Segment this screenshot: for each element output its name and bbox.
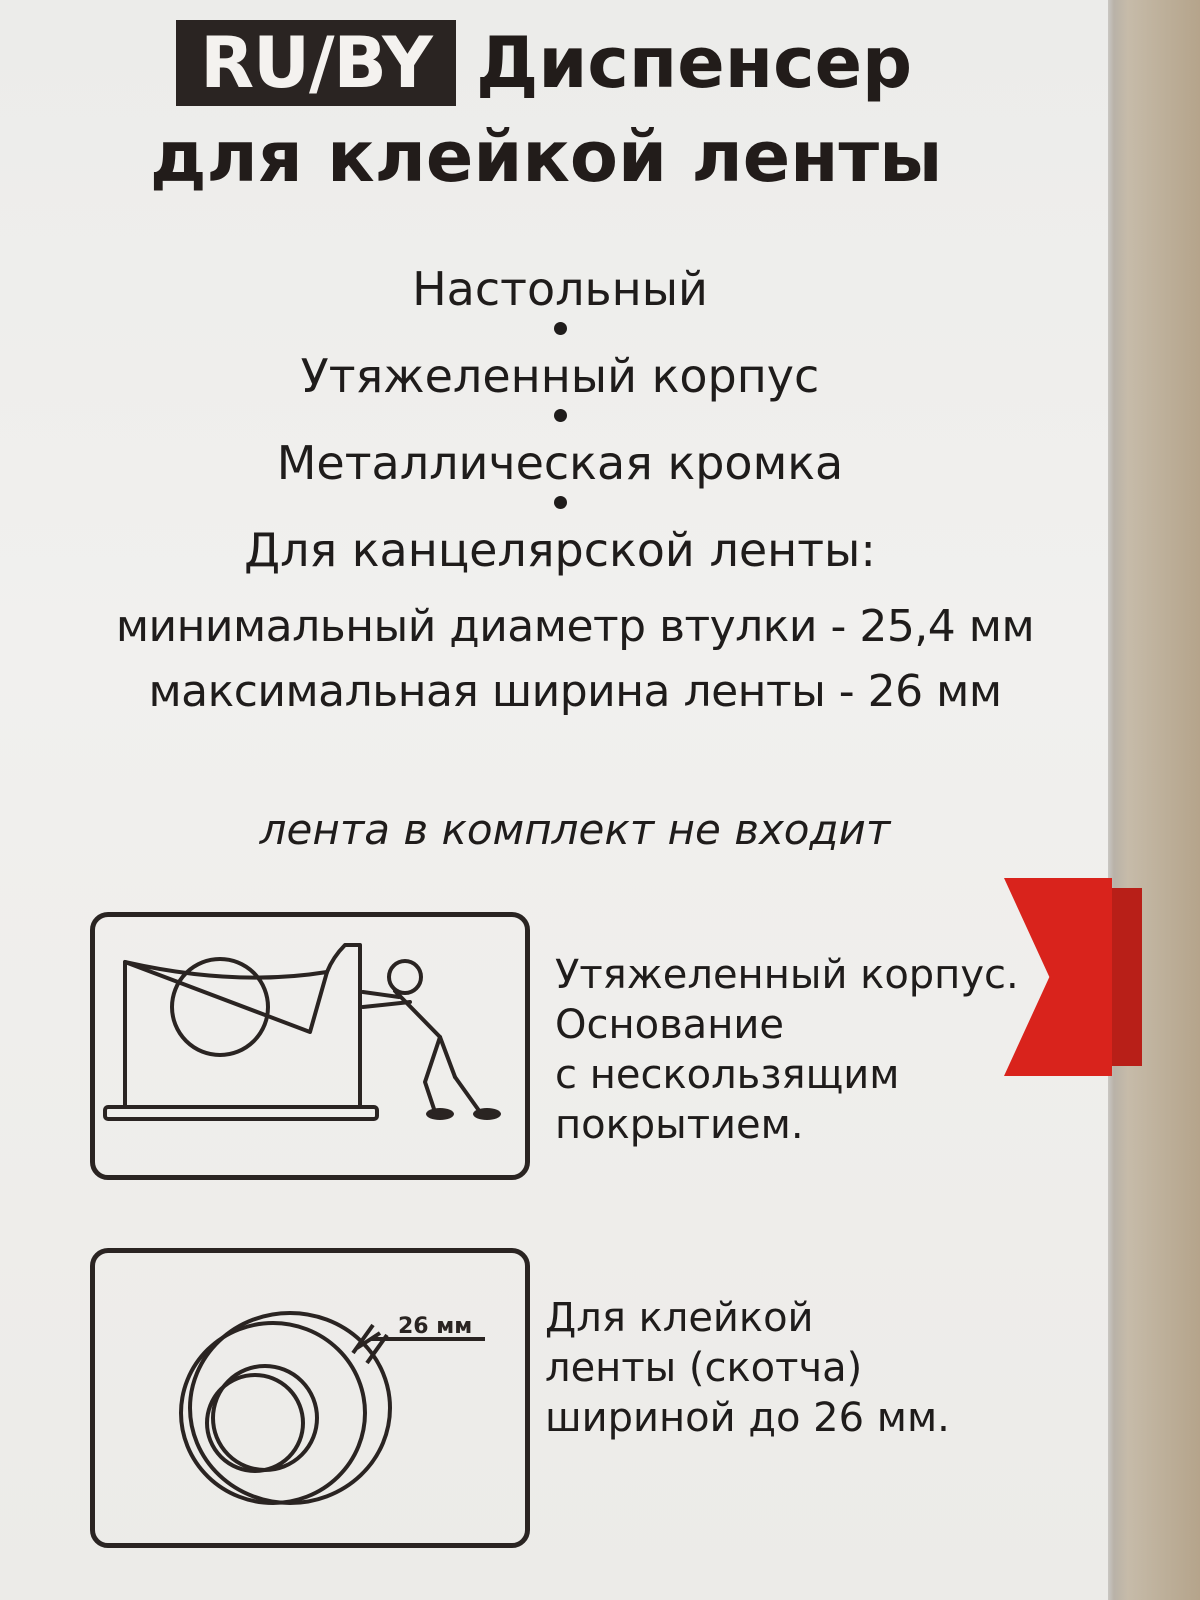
tape-roll-width-icon [95, 1253, 525, 1543]
caption-line: Основание [555, 1002, 784, 1048]
bullet-dot [554, 322, 567, 335]
caption-line: Утяжеленный корпус. [555, 952, 1019, 998]
spec-tape-width: максимальная ширина ленты - 26 мм [148, 666, 1002, 717]
red-ribbon-side [1112, 888, 1142, 1066]
product-title-line-2: для клейкой ленты [150, 116, 943, 198]
feature-item: Утяжеленный корпус [300, 349, 820, 403]
caption-line: покрытием. [555, 1102, 804, 1148]
product-title-line-1: Диспенсер [476, 22, 913, 104]
caption-line: шириной до 26 мм. [545, 1395, 950, 1441]
feature-item: Для канцелярской ленты: [244, 523, 876, 577]
caption-line: Для клейкой [545, 1295, 814, 1341]
heavy-dispenser-with-person-pushing-icon [95, 917, 525, 1175]
cardboard-edge [1108, 0, 1200, 1600]
bullet-dot [554, 409, 567, 422]
bullet-dot [554, 496, 567, 509]
caption-line: с нескользящим [555, 1052, 900, 1098]
feature-item: Настольный [412, 262, 708, 316]
heavy-base-caption [555, 950, 1019, 1150]
dimension-label: 26 мм [398, 1314, 473, 1339]
spec-core-diameter: минимальный диаметр втулки - 25,4 мм [115, 601, 1035, 652]
feature-item: Металлическая кромка [276, 436, 844, 490]
not-included-note: лента в комплект не входит [259, 805, 891, 854]
caption-line: ленты (скотча) [545, 1345, 863, 1391]
tape-width-caption [545, 1293, 950, 1443]
region-badge: RU/BY [176, 20, 456, 106]
feature-list [60, 258, 1060, 581]
